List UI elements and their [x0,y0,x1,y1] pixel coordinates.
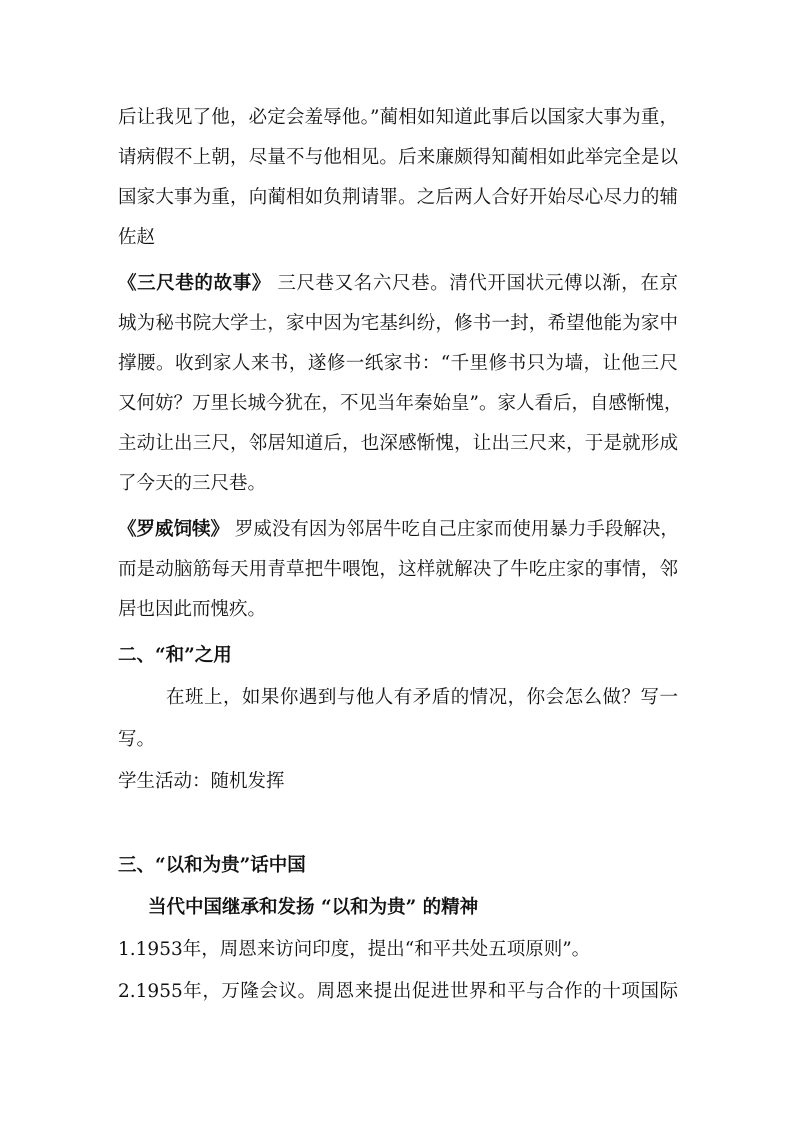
activity-line: 学生活动：随机发挥 [118,771,285,792]
story-line: 撑腰。收到家人来书，遂修一纸家书：“千里修书只为墙，让他三尺 [118,353,678,374]
story-line: 又何妨？万里长城今犹在，不见当年秦始皇”。家人看后，自感惭愧， [118,393,683,414]
section-heading: 二、“和”之用 [118,645,232,666]
story-line [118,272,678,296]
section-subheading: 当代中国继承和发扬 “以和为贵” 的精神 [148,897,479,918]
paragraph-line: 国家大事为重，向蔺相如负荆请罪。之后两人合好开始尽心尽力的辅 [118,187,678,208]
paragraph-line: 后让我见了他，必定会羞辱他。”蔺相如知道此事后以国家大事为重， [118,107,678,128]
story-line [118,518,678,542]
story-line: 居也因此而愧疚。 [118,599,267,620]
story-text: 罗威没有因为邻居牛吃自己庄家而使用暴力手段解决， [229,519,679,540]
story-line: 城为秘书院大学士，家中因为宅基纠纷，修书一封，希望他能为家中 [118,313,678,334]
story-line: 而是动脑筋每天用青草把牛喂饱，这样就解决了牛吃庄家的事情，邻 [118,559,678,580]
question-line: 在班上，如果你遇到与他人有矛盾的情况，你会怎么做？写一 [166,687,678,708]
story-line: 了今天的三尺巷。 [118,473,267,494]
list-item: 2.1955年，万隆会议。周恩来提出促进世界和平与合作的十项国际 [118,981,678,1002]
list-item: 1.1953年，周恩来访问印度，提出“和平共处五项原则”。 [118,939,591,960]
section-heading: 三、“以和为贵”话中国 [118,855,306,876]
story-line: 主动让出三尺，邻居知道后，也深感惭愧，让出三尺来，于是就形成 [118,433,678,454]
story-title: 《三尺巷的故事》 [118,273,271,294]
story-title: 《罗威饲犊》 [118,519,230,540]
story-text: 三尺巷又名六尺巷。清代开国状元傅以渐，在京 [270,273,678,294]
paragraph-line: 请病假不上朝，尽量不与他相见。后来廉颇得知蔺相如此举完全是以 [118,147,678,168]
paragraph-line: 佐赵 [118,227,156,248]
question-line: 写。 [118,729,156,750]
